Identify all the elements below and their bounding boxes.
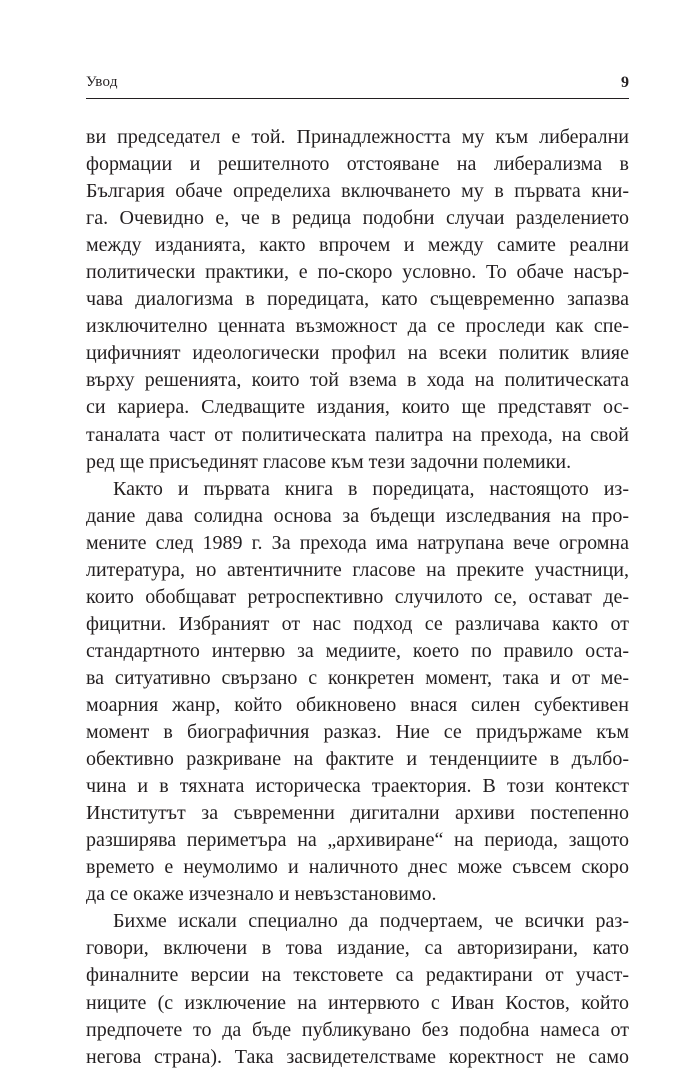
text-line: ниците (с изключение на интервюто с Иван Костов, който — [86, 991, 629, 1014]
text-line: между изданията, както впрочем и между самите реални — [86, 234, 629, 257]
text-line: моарния жанр, който обикновено внася силен субективен — [86, 693, 629, 716]
page-number: 9 — [621, 74, 629, 91]
text-line: момент в биографичния разказ. Ние се придържаме към — [86, 721, 629, 744]
text-line: Бихме искали специално да подчертаем, че всички раз- — [113, 910, 629, 933]
running-head — [86, 74, 629, 96]
text-line: върху решенията, които той взема в хода на политическата — [86, 369, 629, 392]
text-line: таналата част от политическата палитра на прехода, на свой — [86, 423, 629, 446]
text-line: га. Очевидно е, че в редица подобни случаи разделението — [86, 207, 629, 230]
text-line: ред ще присъединят гласове към тези задочни полемики. — [86, 450, 572, 473]
text-line: да се окаже изчезнало и невъзстановимо. — [86, 883, 437, 906]
body-text — [86, 124, 629, 1071]
text-line: Институтът за съвременни дигитални архиви постепенно — [86, 802, 629, 825]
text-line: предпочете то да бъде публикувано без подобна намеса от — [86, 1018, 629, 1041]
text-line: негова страна). Така засвидетелстваме коректност не само — [86, 1045, 629, 1068]
text-line: времето е неумолимо и наличното днес може съвсем скоро — [86, 856, 629, 879]
text-line: изключително ценната възможност да се проследи как спе- — [86, 315, 629, 338]
text-line: фицитни. Избраният от нас подход се различава както от — [86, 612, 629, 635]
text-line: литература, но автентичните гласове на преките участници, — [86, 558, 629, 581]
text-line: финалните версии на текстовете са редактирани от участ- — [86, 964, 629, 987]
text-line: мените след 1989 г. За прехода има натрупана вече огромна — [86, 531, 629, 554]
text-line: чина и в тяхната историческа траектория. В този контекст — [86, 775, 629, 798]
text-line: чава диалогизма в поредицата, като същевременно запазва — [86, 288, 629, 311]
header-rule — [86, 98, 629, 99]
section-title: Увод — [86, 74, 118, 90]
text-line: Както и първата книга в поредицата, настоящото из- — [113, 477, 629, 500]
text-line: ви председател е той. Принадлежността му към либерални — [86, 126, 629, 148]
text-line: дание дава солидна основа за бъдещи изследвания на про- — [86, 504, 629, 527]
text-line: политически практики, е по-скоро условно. То обаче насър- — [86, 261, 629, 284]
text-line: България обаче определиха включването му в първата кни- — [86, 180, 629, 203]
text-line: които обобщават ретроспективно случилото се, остават де- — [86, 585, 629, 608]
text-line: стандартното интервю за медиите, което по правило оста- — [86, 639, 629, 662]
text-line: говори, включени в това издание, са авторизирани, като — [86, 937, 629, 960]
text-line: ва ситуативно свързано с конкретен момент, така и от ме- — [86, 666, 629, 689]
text-line: си кариера. Следващите издания, които ще представят ос- — [86, 396, 629, 419]
text-line: цифичният идеологически профил на всеки политик влияе — [86, 342, 629, 365]
text-line: обективно разкриване на фактите и тенденциите в дълбо- — [86, 748, 629, 771]
text-line: формации и решителното отстояване на либерализма в — [86, 153, 629, 176]
text-line: разширява периметъра на „архивиране“ на периода, защото — [86, 829, 629, 852]
